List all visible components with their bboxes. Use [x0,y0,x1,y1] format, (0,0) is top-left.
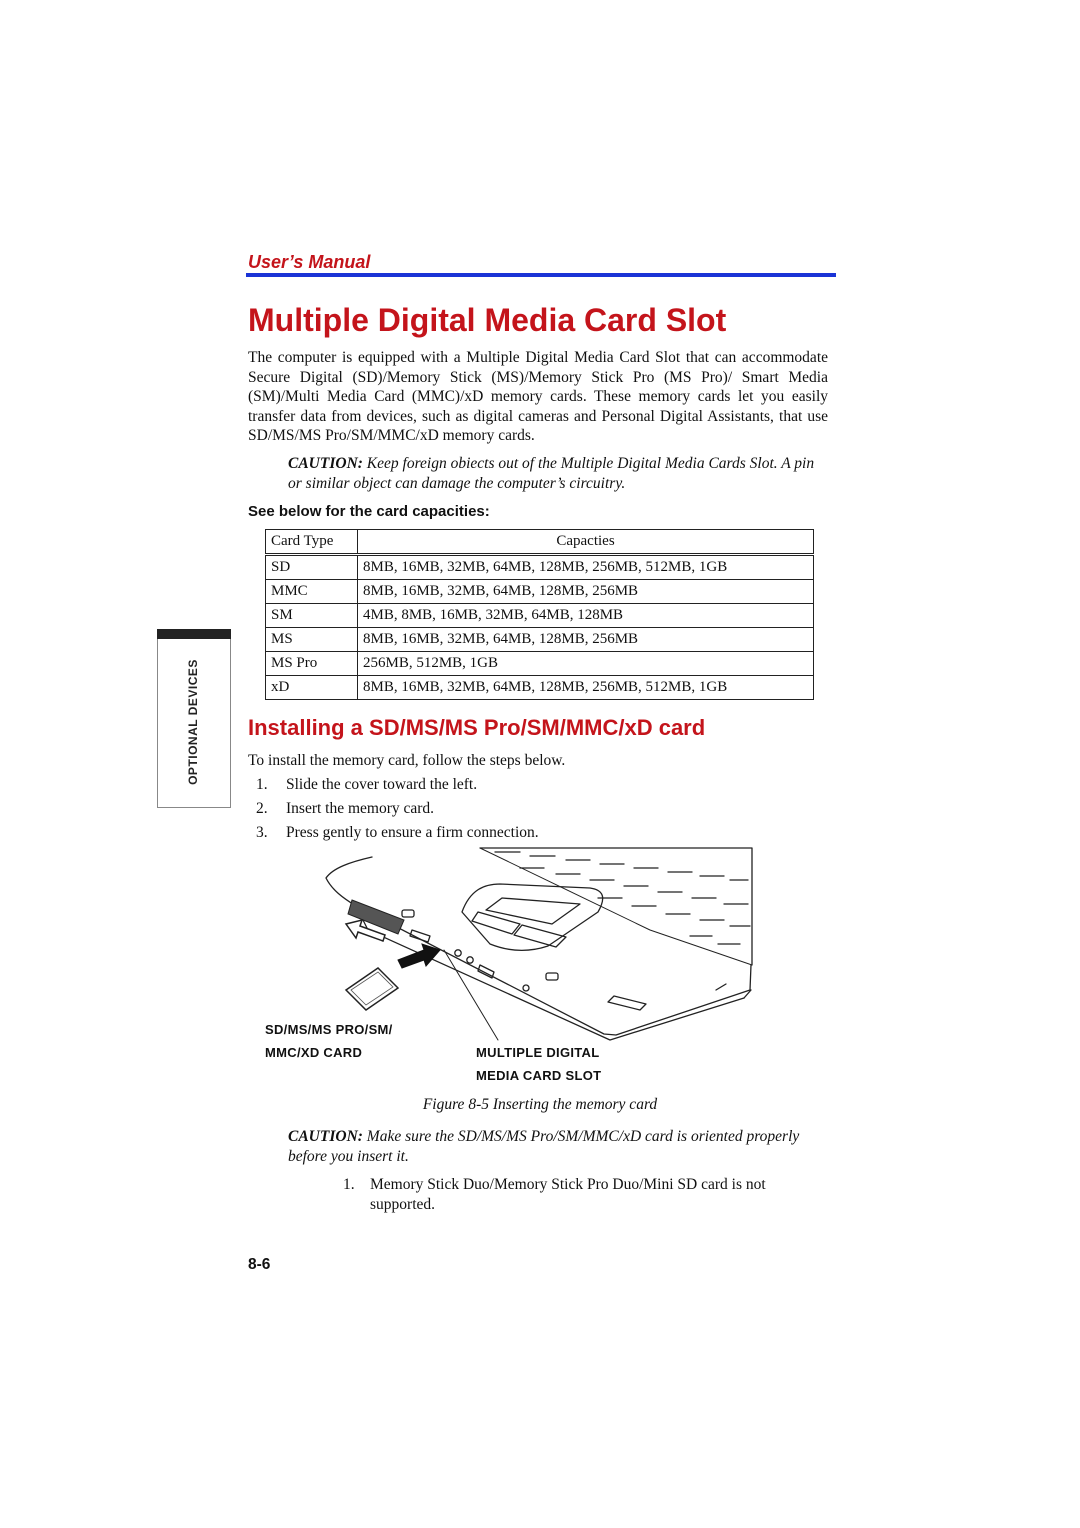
card-type-cell: xD [266,676,358,700]
side-tab-bar [157,629,231,639]
intro-paragraph: The computer is equipped with a Multiple Digital Media Card Slot that can accommodate Secure Digital (SD)/Memory Stick (MS)/Memory Stick Pro (MS Pro)/ Smart Media (SM)/Multi Media Card (MMC)/xD memory cards. These memory cards let you easily transfer data from devices, such as digital cameras and Personal Digital Assistants, that use SD/MS/MS Pro/SM/MMC/xD memory cards. [248,349,828,445]
table-row [266,555,814,580]
card-type-cell: MS [266,628,358,652]
table-row [266,652,814,676]
card-type-cell: SM [266,604,358,628]
step-text: Insert the memory card. [286,800,435,817]
table-row [266,604,814,628]
capacity-cell: 4MB, 8MB, 16MB, 32MB, 64MB, 128MB [358,604,814,628]
table-row [266,676,814,700]
page-number: 8-6 [248,1256,271,1273]
table-row [266,628,814,652]
caution-label: CAUTION: [288,1128,363,1145]
step-text: Slide the cover toward the left. [286,776,478,793]
header-rule [246,273,836,277]
label-slot-line2: MEDIA CARD SLOT [476,1068,602,1083]
caution-text: Make sure the SD/MS/MS Pro/SM/MMC/xD card is oriented properly before you insert it. [288,1128,800,1165]
list-item [256,800,434,818]
capacity-cell: 8MB, 16MB, 32MB, 64MB, 128MB, 256MB, 512MB, 1GB [358,676,814,700]
list-item [256,776,477,794]
running-header: User’s Manual [248,252,371,272]
caution-label: CAUTION: [288,455,363,472]
card-type-cell: MMC [266,580,358,604]
footnote-text: Memory Stick Duo/Memory Stick Pro Duo/Mini SD card is not supported. [370,1176,766,1213]
caution-note-2 [288,1127,828,1166]
install-heading: Installing a SD/MS/MS Pro/SM/MMC/xD card [248,715,706,740]
install-intro: To install the memory card, follow the steps below. [248,752,566,769]
side-tab-label: OPTIONAL DEVICES [186,659,200,785]
column-header-card-type: Card Type [266,530,358,555]
card-type-cell: MS Pro [266,652,358,676]
capacity-cell: 8MB, 16MB, 32MB, 64MB, 128MB, 256MB [358,580,814,604]
step-number: 1. [256,776,268,793]
card-type-cell: SD [266,555,358,580]
capacity-cell: 8MB, 16MB, 32MB, 64MB, 128MB, 256MB, 512MB, 1GB [358,555,814,580]
caution-note-1 [288,454,828,493]
laptop-card-illustration [316,845,761,1050]
step-number: 2. [256,800,268,817]
step-number: 3. [256,824,268,841]
capacities-heading: See below for the card capacities: [248,503,490,520]
footnote-number: 1. [343,1176,355,1193]
label-card-line1: SD/MS/MS PRO/SM/ [265,1022,393,1037]
capacity-table [265,529,814,700]
label-slot-line1: MULTIPLE DIGITAL [476,1045,600,1060]
column-header-capacities: Capacties [358,530,814,555]
capacity-cell: 8MB, 16MB, 32MB, 64MB, 128MB, 256MB [358,628,814,652]
caution-text: Keep foreign obiects out of the Multiple Digital Media Cards Slot. A pin or similar object can damage the computer’s circuitry. [288,455,815,492]
footnote [343,1175,833,1214]
step-text: Press gently to ensure a firm connection. [286,824,539,841]
figure-caption: Figure 8-5 Inserting the memory card [422,1096,658,1113]
table-header-row [266,530,814,555]
label-card-line2: MMC/XD CARD [265,1045,363,1060]
capacity-cell: 256MB, 512MB, 1GB [358,652,814,676]
page-title: Multiple Digital Media Card Slot [248,302,727,338]
table-row [266,580,814,604]
list-item [256,824,539,842]
